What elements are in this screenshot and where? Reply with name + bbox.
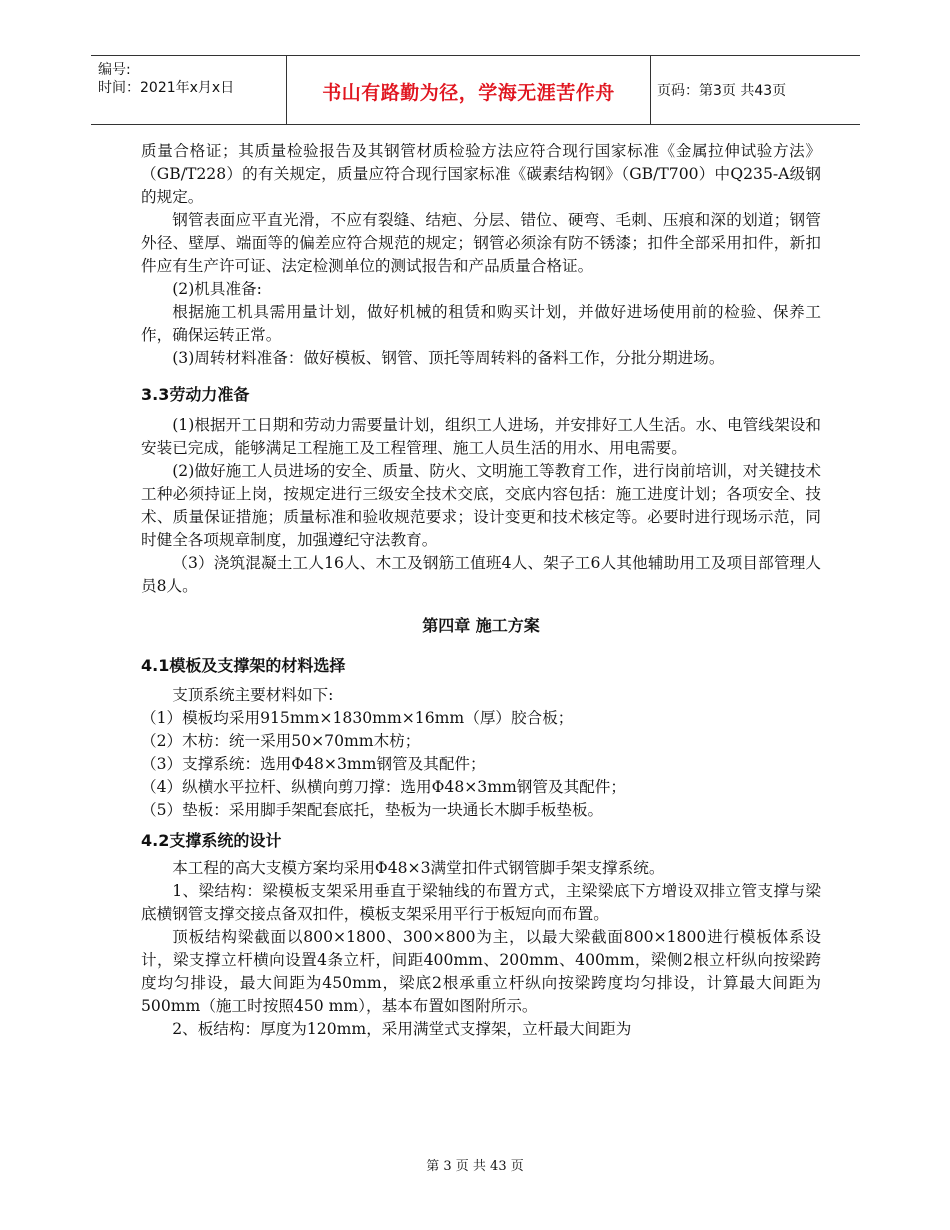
document-number-label: 编号: — [98, 62, 131, 78]
list-item: （4）纵横水平拉杆、纵横向剪刀撑：选用Φ48×3mm钢管及其配件； — [141, 778, 626, 796]
paragraph: (2)做好施工人员进场的安全、质量、防火、文明施工等教育工作，进行岗前培训，对关键技术工种必须持证上岗，按规定进行三级安全技术交底，交底内容包括：施工进度计划；各项安全、技术、质量保证措施；质量标准和验收规范要求；设计变更和技术核定等。必要时进行现场示范，同时健全各项规章制度，加强遵纪守法教育。 — [141, 462, 821, 549]
section-heading-4-1: 4.1模板及支撑架的材料选择 — [141, 656, 346, 675]
paragraph: (2)机具准备: — [172, 280, 262, 298]
materials-list — [141, 707, 821, 822]
header-motto: 书山有路勤为径，学海无涯苦作舟 — [322, 82, 615, 104]
header-motto-cell — [286, 56, 651, 124]
paragraph: 支顶系统主要材料如下: — [172, 686, 334, 704]
paragraph: 2、板结构：厚度为120mm，采用满堂式支撑架，立杆最大间距为 — [172, 1020, 632, 1038]
list-item: （5）垫板：采用脚手架配套底托，垫板为一块通长木脚手板垫板。 — [141, 801, 604, 819]
document-date: 时间：2021年x月x日 — [98, 80, 235, 96]
paragraph: (3)周转材料准备：做好模板、钢管、顶托等周转料的备料工作，分批分期进场。 — [172, 349, 725, 367]
paragraph: 1、梁结构：梁模板支架采用垂直于梁轴线的布置方式，主梁梁底下方增设双排立管支撑与梁底横钢管支撑交接点备双扣件，模板支架采用平行于板短向而布置。 — [141, 882, 821, 923]
paragraph: 本工程的高大支模方案均采用Φ48×3满堂扣件式钢管脚手架支撑系统。 — [172, 859, 665, 877]
paragraph: (1)根据开工日期和劳动力需要量计划，组织工人进场，并安排好工人生活。水、电管线架设和安装已完成，能够满足工程施工及工程管理、施工人员生活的用水、用电需要。 — [141, 416, 821, 457]
header-meta — [91, 56, 285, 124]
header-page-cell — [651, 56, 860, 124]
document-body — [141, 140, 821, 1041]
page-header — [91, 55, 860, 125]
list-item: （3）支撑系统：选用Φ48×3mm钢管及其配件； — [141, 755, 486, 773]
header-page-info: 页码：第3页 共43页 — [657, 83, 787, 99]
chapter-title: 第四章 施工方案 — [422, 616, 540, 635]
list-item: （2）木枋：统一采用50×70mm木枋； — [141, 732, 421, 750]
section-heading-3-3: 3.3劳动力准备 — [141, 385, 250, 404]
paragraph: 质量合格证；其质量检验报告及其钢管材质检验方法应符合现行国家标准《金属拉伸试验方法》（GB/T228）的有关规定，质量应符合现行国家标准《碳素结构钢》（GB/T700）中Q235-A级钢的规定。 — [141, 142, 821, 206]
paragraph: （3）浇筑混凝土工人16人、木工及钢筋工值班4人、架子工6人其他辅助用工及项目部管理人员8人。 — [141, 554, 821, 595]
paragraph: 顶板结构梁截面以800×1800、300×800为主，以最大梁截面800×1800进行模板体系设计，梁支撑立杆横向设置4条立杆，间距400mm、200mm、400mm，梁侧2根立杆纵向按梁跨度均匀排设，最大间距为450mm，梁底2根承重立杆纵向按梁跨度均匀排设，计算最大间距为500mm（施工时按照450 mm），基本布置如图附所示。 — [141, 928, 821, 1015]
paragraph: 根据施工机具需用量计划，做好机械的租赁和购买计划，并做好进场使用前的检验、保养工作，确保运转正常。 — [141, 303, 821, 344]
list-item: （1）模板均采用915mm×1830mm×16mm（厚）胶合板； — [141, 709, 574, 727]
page-footer: 第 3 页 共 43 页 — [426, 1159, 524, 1174]
section-heading-4-2: 4.2支撑系统的设计 — [141, 831, 282, 850]
paragraph: 钢管表面应平直光滑，不应有裂缝、结疤、分层、错位、硬弯、毛刺、压痕和深的划道；钢管外径、壁厚、端面等的偏差应符合规范的规定；钢管必须涂有防不锈漆；扣件全部采用扣件，新扣件应有生产许可证、法定检测单位的测试报告和产品质量合格证。 — [141, 211, 821, 275]
